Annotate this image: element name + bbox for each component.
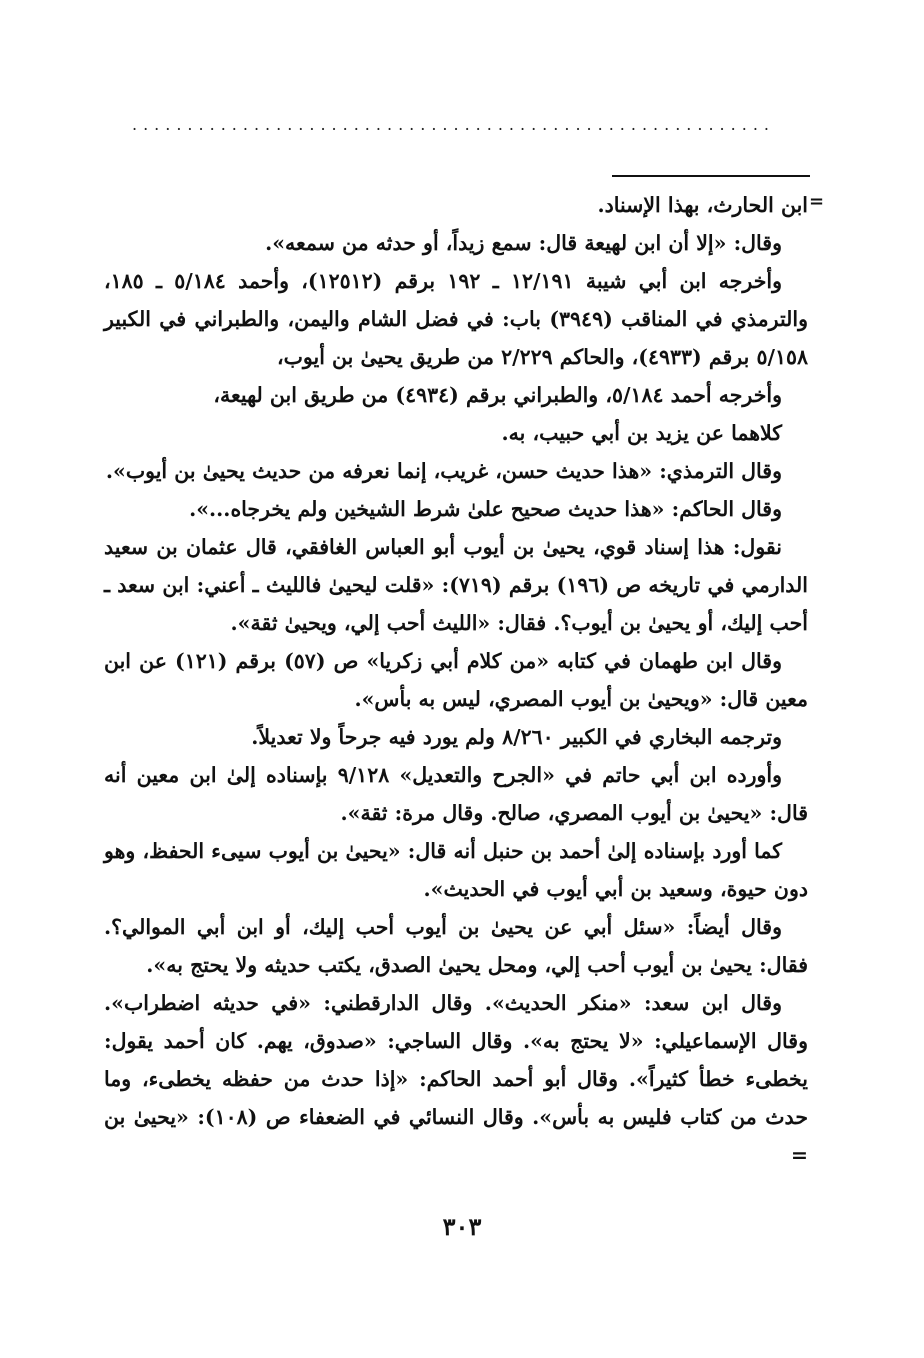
footnote-paragraph: وقال: «إلا أن ابن لهيعة قال: سمع زيداً، أو حدثه من سمعه».: [265, 231, 782, 255]
footnote-paragraph: وترجمه البخاري في الكبير ٨/٢٦٠ ولم يورد فيه جرحاً ولا تعديلاً.: [251, 725, 782, 749]
footnote-paragraph: كلاهما عن يزيد بن أبي حبيب، به.: [501, 421, 782, 445]
dotted-separator: ..........................................................: [132, 118, 775, 132]
footnote-paragraph: وأورده ابن أبي حاتم في «الجرح والتعديل» ٩/١٢٨ بإسناده إلىٰ ابن معين أنه قال: «يحيىٰ بن أيوب المصري، صالح. وقال مرة: ثقة».: [104, 763, 808, 825]
footnote-paragraph: وقال أيضاً: «سئل أبي عن يحيىٰ بن أيوب أحب إليك، أو ابن أبي الموالي؟. فقال: يحيىٰ بن أيوب أحب إلي، ومحل يحيىٰ الصدق، يكتب حديثه ولا يحتج به».: [104, 915, 808, 977]
footnote-paragraph: وقال الحاكم: «هذا حديث صحيح علىٰ شرط الشيخين ولم يخرجاه...».: [189, 497, 782, 521]
footnote-paragraph: وأخرجه أحمد ٥/١٨٤، والطبراني برقم (٤٩٣٤) من طريق ابن لهيعة،: [213, 383, 782, 407]
page-number: ٣٠٣: [442, 1212, 482, 1241]
footnote-paragraph: كما أورد بإسناده إلىٰ أحمد بن حنبل أنه قال: «يحيىٰ بن أيوب سيىء الحفظ، وهو دون حيوة، وسعيد بن أبي أيوب في الحديث».: [104, 839, 808, 901]
footnote-paragraph: نقول: هذا إسناد قوي، يحيىٰ بن أيوب أبو العباس الغافقي، قال عثمان بن سعيد الدارمي في تاريخه ص (١٩٦) برقم (٧١٩): «قلت ليحيىٰ فالليث ـ أعني: ابن سعد ـ أحب إليك، أو يحيىٰ بن أيوب؟. فقال: «الليث أحب إلي، ويحيىٰ ثقة».: [104, 535, 808, 635]
footnote-paragraph: وقال ابن سعد: «منكر الحديث». وقال الدارقطني: «في حديثه اضطراب». وقال الإسماعيلي: «لا يحتج به». وقال الساجي: «صدوق، يهم. كان أحمد يقول: يخطىء خطأ كثيراً». وقال أبو أحمد الحاكم: «إذا حدث من حفظه يخطىء، وما حدث من كتاب فليس به بأس». وقال النسائي في الضعفاء ص (١٠٨): «يحيىٰ بن =: [104, 991, 808, 1167]
continuation-mark: =: [809, 191, 825, 212]
footnote-paragraph: وأخرجه ابن أبي شيبة ١٢/١٩١ ـ ١٩٢ برقم (١٢٥١٢)، وأحمد ٥/١٨٤ ـ ١٨٥، والترمذي في المناقب (٣٩٤٩) باب: في فضل الشام واليمن، والطبراني في الكبير ٥/١٥٨ برقم (٤٩٣٣)، والحاكم ٢/٢٢٩ من طريق يحيىٰ بن أيوب،: [104, 269, 808, 369]
footnote-body: [104, 186, 808, 1174]
footnote-paragraph: ابن الحارث، بهذا الإسناد.: [597, 193, 808, 217]
footnote-rule: [612, 175, 810, 177]
footnote-paragraph: وقال الترمذي: «هذا حديث حسن، غريب، إنما نعرفه من حديث يحيىٰ بن أيوب».: [105, 459, 782, 483]
footnote-paragraph: وقال ابن طهمان في كتابه «من كلام أبي زكريا» ص (٥٧) برقم (١٢١) عن ابن معين قال: «ويحيىٰ بن أيوب المصري، ليس به بأس».: [104, 649, 808, 711]
